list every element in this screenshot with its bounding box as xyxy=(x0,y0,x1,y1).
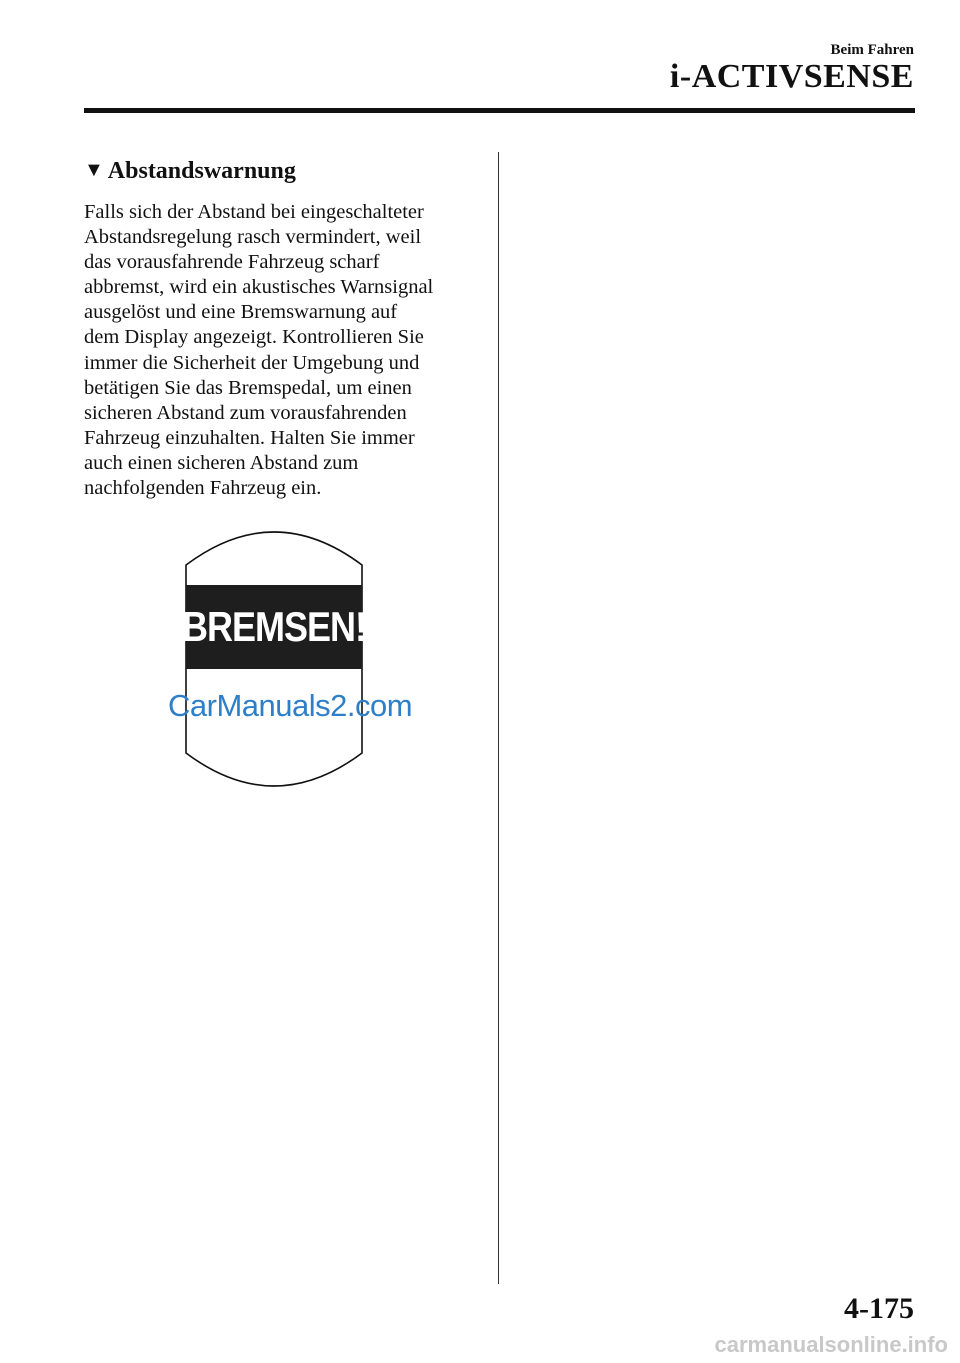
paragraph-line: ausgelöst und eine Bremswarnung auf xyxy=(84,301,398,324)
paragraph-line: immer die Sicherheit der Umgebung und xyxy=(84,351,420,374)
header-divider xyxy=(84,108,915,113)
paragraph-line: dem Display angezeigt. Kontrollieren Sie xyxy=(84,326,424,349)
triangle-down-icon: ▼ xyxy=(84,159,104,181)
paragraph-line: Abstandsregelung rasch vermindert, weil xyxy=(84,226,422,249)
header-section-label: Beim Fahren xyxy=(830,42,914,58)
header-chapter-title: i-ACTIVSENSE xyxy=(669,58,914,95)
watermark-logo: CarManuals2.com xyxy=(168,688,413,723)
paragraph-line: abbremst, wird ein akustisches Warnsignal xyxy=(84,276,434,299)
footer-watermark: carmanualsonline.info xyxy=(714,1332,948,1357)
paragraph-line: auch einen sicheren Abstand zum xyxy=(84,451,359,474)
paragraph-line: betätigen Sie das Bremspedal, um einen xyxy=(84,376,412,399)
brake-warning-text: BREMSEN! xyxy=(182,602,367,650)
paragraph-line: sicheren Abstand zum vorausfahrenden xyxy=(84,401,407,424)
column-divider xyxy=(498,152,499,1284)
section-heading xyxy=(84,158,296,185)
body-paragraph xyxy=(84,200,484,501)
paragraph-line: das vorausfahrende Fahrzeug scharf xyxy=(84,251,380,274)
paragraph-line: nachfolgenden Fahrzeug ein. xyxy=(84,477,322,500)
section-heading-text: Abstandswarnung xyxy=(107,158,296,184)
paragraph-line: Falls sich der Abstand bei eingeschalteter xyxy=(84,201,424,223)
paragraph-line: Fahrzeug einzuhalten. Halten Sie immer xyxy=(84,426,415,449)
page-number: 4-175 xyxy=(844,1292,914,1325)
display-warning-illustration xyxy=(182,523,367,795)
